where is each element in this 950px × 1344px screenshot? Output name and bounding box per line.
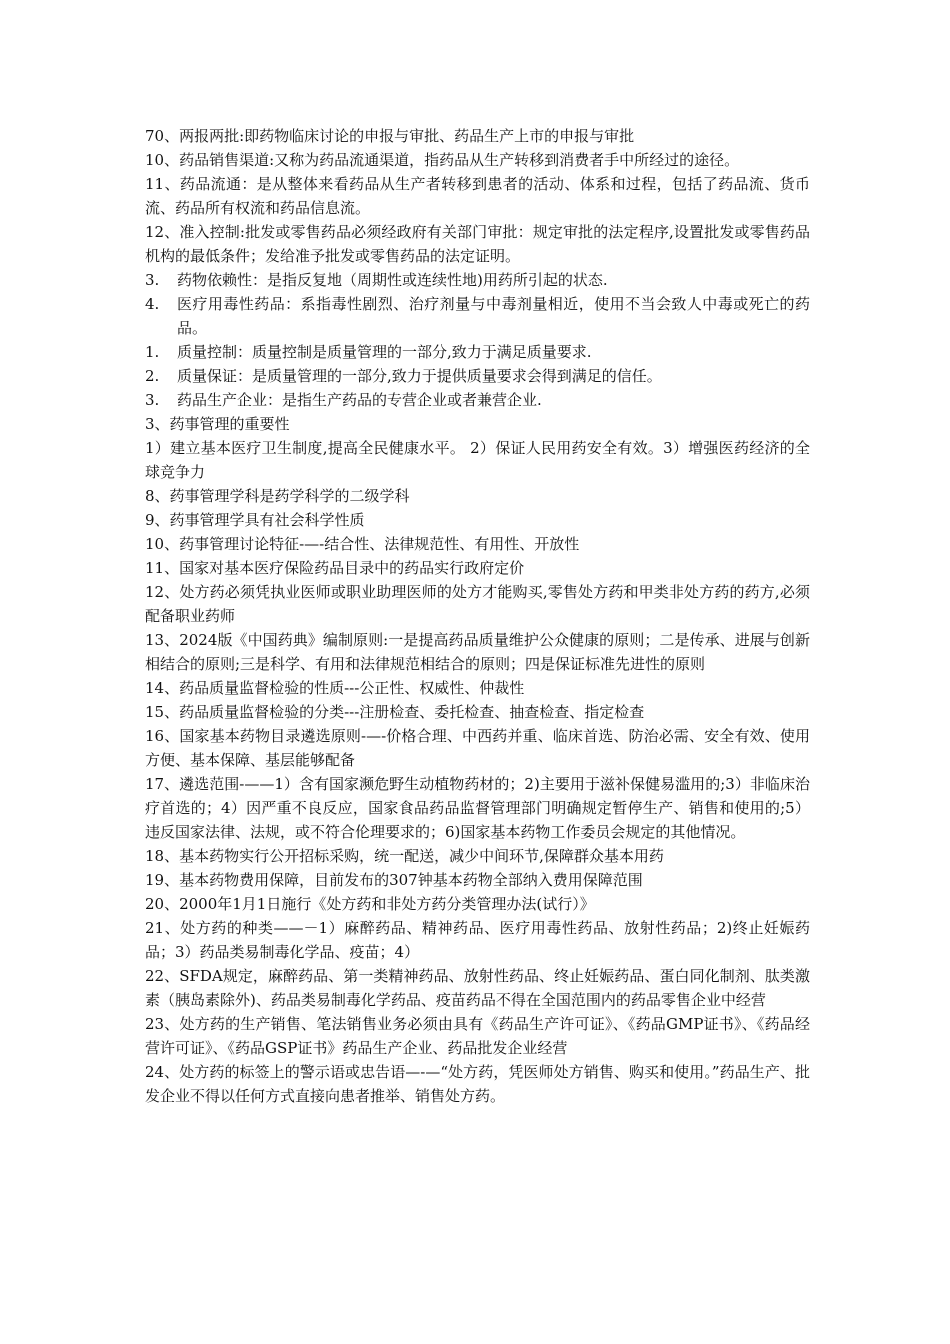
paragraph-selection-scope: 17、遴选范围-——1）含有国家濒危野生动植物药材的；2)主要用于滋补保健易滥用的;3）非临床治疗首选的；4）因严重不良反应，国家食品药品监督管理部门明确规定暂停生产、销售和使用的;5）违反国家法律、法规，或不符合伦理要求的；6)国家基本药物工作委员会规定的其他情况。 (145, 775, 810, 841)
list-item-text: 药品生产企业：是指生产药品的专营企业或者兼营企业. (177, 391, 542, 409)
list-item-number: 2. (145, 367, 160, 385)
list-item-number: 3. (145, 391, 160, 409)
list-item-drug-dependence (145, 268, 810, 292)
paragraph-importance-heading: 3、药事管理的重要性 (145, 415, 290, 433)
list-item-number: 1. (145, 343, 160, 361)
paragraph-discipline-level: 8、药事管理学科是药学科学的二级学科 (145, 487, 410, 505)
paragraph-sales-channel: 10、药品销售渠道:又称为药品流通渠道，指药品从生产转移到消费者手中所经过的途径。 (145, 151, 740, 169)
list-item-text: 医疗用毒性药品：系指毒性剧烈、治疗剂量与中毒剂量相近，使用不当会致人中毒或死亡的药品。 (177, 295, 810, 337)
list-item-number: 3. (145, 271, 160, 289)
paragraph-selection-principles: 16、国家基本药物目录遴选原则-—-价格合理、中西药并重、临床首选、防治必需、安全有效、使用方便、基本保障、基层能够配备 (145, 727, 810, 769)
paragraph-access-control: 12、准入控制:批发或零售药品必须经政府有关部门审批：规定审批的法定程序,设置批发或零售药品机构的最低条件；发给准予批发或零售药品的法定证明。 (145, 223, 810, 265)
paragraph-drug-circulation: 11、药品流通：是从整体来看药品从生产者转移到患者的活动、体系和过程，包括了药品流、货币流、药品所有权流和药品信息流。 (145, 175, 810, 217)
list-item-text: 药物依赖性：是指反复地（周期性或连续性地)用药所引起的状态. (177, 271, 608, 289)
list-item-toxic-drugs (145, 292, 810, 340)
list-item-text: 质量保证：是质量管理的一部分,致力于提供质量要求会得到满足的信任。 (177, 367, 662, 385)
list-item-text: 质量控制：质量控制是质量管理的一部分,致力于满足质量要求. (177, 343, 592, 361)
list-item-number: 4. (145, 295, 160, 313)
paragraph-social-science: 9、药事管理学具有社会科学性质 (145, 511, 365, 529)
paragraph-two-reports: 70、两报两批:即药物临床讨论的申报与审批、药品生产上市的申报与审批 (145, 127, 635, 145)
paragraph-government-pricing: 11、国家对基本医疗保险药品目录中的药品实行政府定价 (145, 559, 525, 577)
paragraph-prescription-purchase: 12、处方药必须凭执业医师或职业助理医师的处方才能购买,零售处方药和甲类非处方药的药方,必须配备职业药师 (145, 583, 810, 625)
paragraph-sfda-rule: 22、SFDA规定，麻醉药品、第一类精神药品、放射性药品、终止妊娠药品、蛋白同化制剂、肽类激素（胰岛素除外)、药品类易制毒化学药品、疫苗药品不得在全国范围内的药品零售企业中经营 (145, 967, 810, 1009)
paragraph-research-features: 10、药事管理讨论特征-—-结合性、法律规范性、有用性、开放性 (145, 535, 580, 553)
paragraph-warning-label: 24、处方药的标签上的警示语或忠告语—-—“处方药，凭医师处方销售、购买和使用。”药品生产、批发企业不得以任何方式直接向患者推举、销售处方药。 (145, 1063, 810, 1105)
paragraph-cost-coverage: 19、基本药物费用保障，目前发布的307钟基本药物全部纳入费用保障范围 (145, 871, 643, 889)
list-item-manufacturer (145, 388, 810, 412)
paragraph-prescription-types: 21、处方药的种类——－1）麻醉药品、精神药品、医疗用毒性药品、放射性药品；2)终止妊娠药品；3）药品类易制毒化学品、疫苗；4） (145, 919, 810, 961)
list-item-quality-assurance (145, 364, 810, 388)
paragraph-inspection-types: 15、药品质量监督检验的分类---注册检查、委托检查、抽查检查、指定检查 (145, 703, 645, 721)
paragraph-inspection-nature: 14、药品质量监督检验的性质---公正性、权威性、仲裁性 (145, 679, 525, 697)
paragraph-sales-license: 23、处方药的生产销售、笔法销售业务必须由具有《药品生产许可证》、《药品GMP证书》、《药品经营许可证》、《药品GSP证书》药品生产企业、药品批发企业经营 (145, 1015, 810, 1057)
paragraph-classification-rule: 20、2000年1月1日施行《处方药和非处方药分类管理办法(试行）》 (145, 895, 595, 913)
document-body (145, 124, 810, 1108)
paragraph-importance-points: 1）建立基本医疗卫生制度,提高全民健康水平。 2）保证人民用药安全有效。3）增强医药经济的全球竞争力 (145, 439, 810, 481)
paragraph-pharmacopoeia-principles: 13、2024版《中国药典》编制原则:一是提高药品质量维护公众健康的原则；二是传承、进展与创新相结合的原则;三是科学、有用和法律规范相结合的原则；四是保证标准先进性的原则 (145, 631, 810, 673)
list-item-quality-control (145, 340, 810, 364)
paragraph-procurement: 18、基本药物实行公开招标采购，统一配送，减少中间环节,保障群众基本用药 (145, 847, 664, 865)
